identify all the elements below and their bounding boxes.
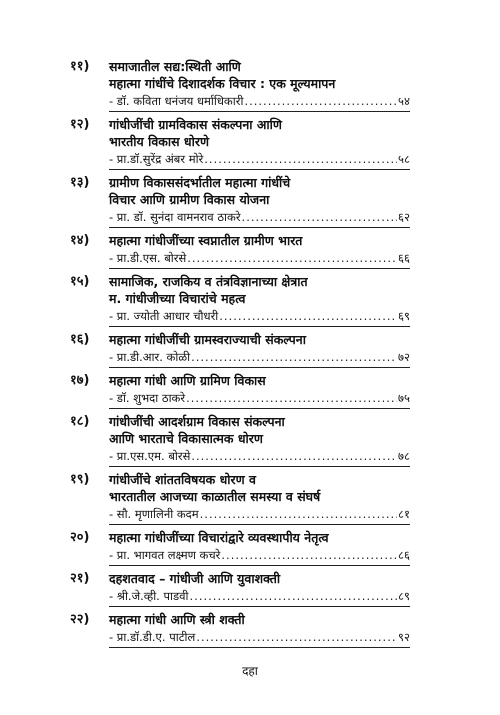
dot-leader [221, 547, 397, 563]
toc-entry-page-number: ५८ [398, 152, 410, 166]
toc-entry-number: २२) [70, 612, 90, 627]
toc-entry [70, 174, 410, 228]
toc-entry-author-row [109, 448, 410, 467]
dot-leader [204, 151, 397, 167]
toc-entry [70, 232, 410, 269]
toc-entry [70, 471, 410, 525]
toc-entry-author: - प्रा.डॉ.सुरेंद्र अंबर मोरे [109, 152, 204, 166]
toc-entry-author-row [109, 547, 410, 566]
dot-leader [186, 390, 397, 406]
toc-entry-title-line: भारतातील आजच्या काळातील समस्या व संघर्ष [109, 489, 321, 504]
toc-entry-title-line: गांधीजींची आदर्शग्राम विकास संकल्पना [109, 414, 285, 429]
toc-entry [70, 116, 410, 170]
toc-entry-page-number: ७२ [398, 350, 410, 364]
toc-entry-author: - डॉ. शुभदा ठाकरे [109, 391, 186, 405]
toc-entry-author: - प्रा.डॉ.डी.ए. पाटील [109, 630, 196, 644]
toc-entry-title-line: विचार आणि ग्रामीण विकास योजना [109, 192, 270, 207]
toc-entry-number: २१) [70, 571, 90, 586]
toc-entry-title-line: महात्मा गांधीजींची ग्रामस्वराज्याची संकल्पना [109, 332, 306, 347]
dot-leader [200, 506, 397, 522]
toc-entry-number: १८) [70, 414, 90, 429]
toc-entry-author: - सौ. मृणालिनी कदम [109, 507, 199, 521]
toc-entry-number: २०) [70, 530, 90, 545]
toc-entry-author: - प्रा. ज्योती आधार चौधरी [109, 309, 219, 323]
toc-entry-title-line: गांधीजींची ग्रामविकास संकल्पना आणि [109, 117, 282, 132]
toc-entry-author-row [109, 629, 410, 648]
toc-entry-author: - प्रा. डॉ. सुनंदा वामनराव ठाकरे [109, 210, 241, 224]
toc-entry-title-line: गांधीजींचे शांततविषयक धोरण व [109, 472, 256, 487]
toc-entry-author: - डॉ. कविता धनंजय धर्माधिकारी [109, 94, 244, 108]
toc-entry-author-row [109, 390, 410, 409]
toc-entry-page-number: ८१ [398, 507, 410, 521]
toc-entry-title-line: महात्मा गांधीजींच्या विचारांद्वारे व्यवस्थापीय नेतृत्व [109, 530, 329, 545]
toc-entry-number: १३) [70, 175, 90, 190]
toc-entry-title-line: म. गांधीजीच्या विचारांचे महत्व [109, 291, 246, 306]
toc-entry-author-row [109, 349, 410, 368]
toc-entry-number: १७) [70, 373, 90, 388]
toc-entry-page-number: ६६ [398, 251, 410, 265]
toc-entry-author-row [109, 209, 410, 228]
toc-entry-number: १५) [70, 274, 90, 289]
toc-entry-author-row [109, 93, 410, 112]
toc-entry-author-row [109, 151, 410, 170]
page-footer-number: दहा [242, 664, 258, 678]
dot-leader [219, 308, 397, 324]
dot-leader [187, 250, 397, 266]
toc-entry-author-row [109, 308, 410, 327]
toc-entry-author-row [109, 506, 410, 525]
toc-entry-author-row [109, 588, 410, 607]
toc-entry-page-number: ५४ [398, 94, 410, 108]
toc-entry-page-number: ९२ [398, 630, 410, 644]
toc-entry-page-number: ८९ [398, 589, 410, 603]
toc-entry-number: १९) [70, 472, 90, 487]
toc-entry-title-line: सामाजिक, राजकिय व तंत्रविज्ञानाच्या क्षेत्रात [109, 274, 308, 289]
toc-entry-title-line: भारतीय विकास धोरणे [109, 134, 210, 149]
toc-entry-author: - प्रा.एस.एम. बोरसे [109, 449, 191, 463]
toc-entry [70, 529, 410, 566]
toc-entry-title-line: महात्मा गांधी आणि स्त्री शक्ती [109, 612, 245, 627]
toc-entry [70, 611, 410, 648]
table-of-contents [70, 58, 410, 652]
toc-entry [70, 331, 410, 368]
toc-entry [70, 58, 410, 112]
toc-entry-page-number: ७५ [398, 391, 410, 405]
toc-entry-author: - प्रा. भागवत लक्ष्मण कचरे [109, 548, 221, 562]
toc-entry-title-line: महात्मा गांधीजींच्या स्वप्नातील ग्रामीण भारत [109, 233, 303, 248]
toc-entry [70, 570, 410, 607]
toc-entry-page-number: ७८ [398, 449, 410, 463]
toc-entry-title-line: समाजातील सद्य:स्थिती आणि [109, 59, 241, 74]
toc-entry-title-line: महात्मा गांधी आणि ग्रामिण विकास [109, 373, 266, 388]
toc-entry-title-line: महात्मा गांधींचे दिशादर्शक विचार : एक मूल्यमापन [109, 76, 336, 91]
toc-entry-page-number: ८६ [398, 548, 410, 562]
toc-entry [70, 273, 410, 327]
dot-leader [191, 349, 397, 365]
toc-entry-number: १६) [70, 332, 90, 347]
toc-entry-number: १२) [70, 117, 90, 132]
dot-leader [191, 448, 397, 464]
dot-leader [190, 588, 398, 604]
toc-entry-page-number: ६२ [398, 210, 410, 224]
toc-entry-author-row [109, 250, 410, 269]
toc-entry [70, 372, 410, 409]
toc-entry-title-line: दहशतवाद – गांधीजी आणि युवाशक्ती [109, 571, 281, 586]
dot-leader [196, 629, 397, 645]
toc-entry [70, 413, 410, 467]
toc-entry-page-number: ६९ [398, 309, 410, 323]
toc-entry-title-line: ग्रामीण विकाससंदर्भातील महात्मा गांधींचे [109, 175, 291, 190]
toc-entry-author: - प्रा.डी.एस. बोरसे [109, 251, 187, 265]
toc-entry-number: १४) [70, 233, 90, 248]
dot-leader [244, 93, 397, 109]
toc-entry-author: - प्रा.डी.आर. कोळी [109, 350, 191, 364]
toc-entry-title-line: आणि भारताचे विकासात्मक धोरण [109, 431, 263, 446]
dot-leader [242, 209, 397, 225]
toc-entry-number: ११) [70, 59, 90, 74]
toc-entry-author: - श्री.जे.व्ही. पाडवी [109, 589, 189, 603]
